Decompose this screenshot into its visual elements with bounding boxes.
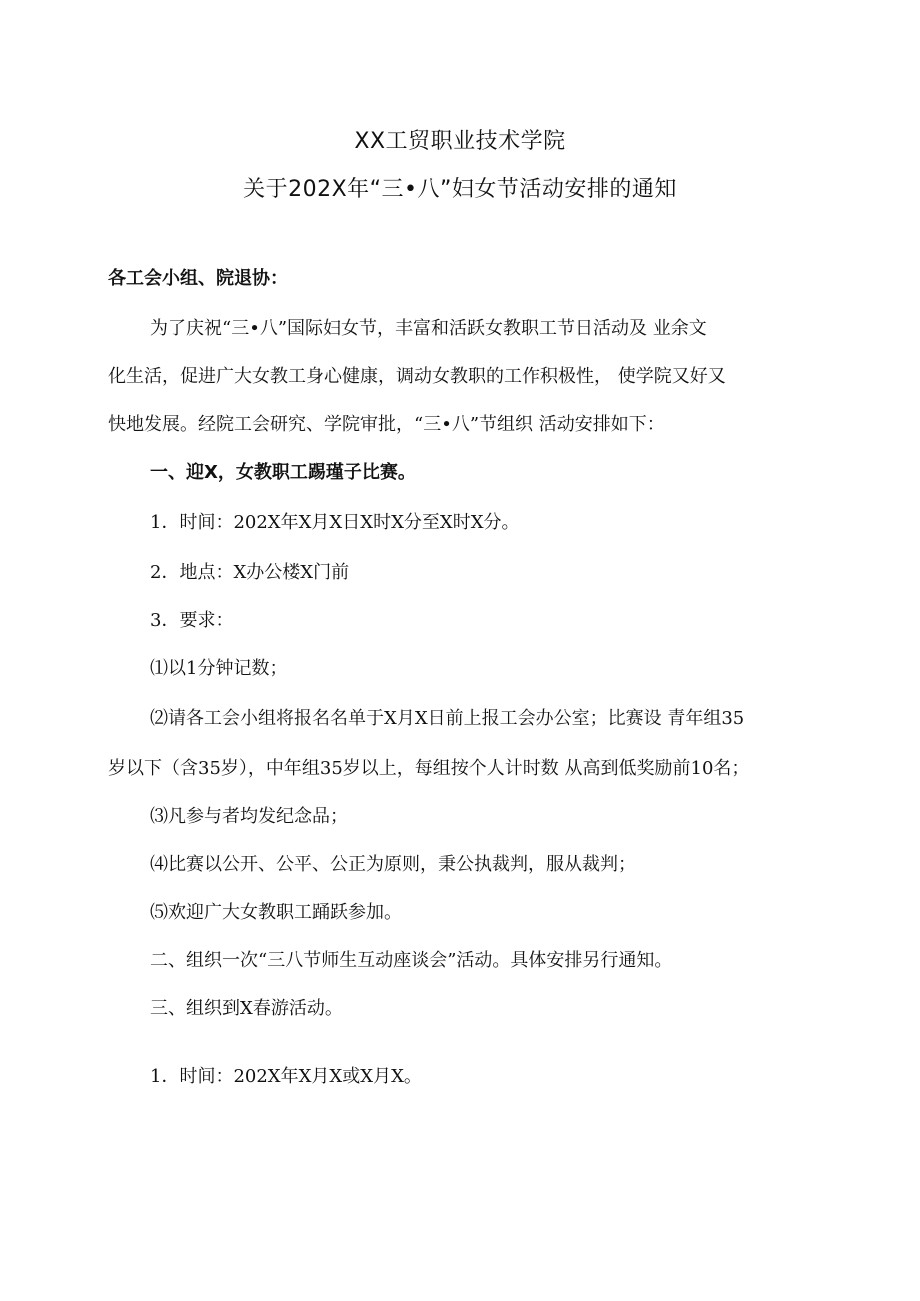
section-3: 三、组织到X春游活动。 <box>150 998 343 1019</box>
requirement-item: ⑵请各工会小组将报名名单于X月X日前上报工会办公室；比赛设 青年组35 <box>150 708 745 729</box>
section-2: 二、组织一次“三八节师生互动座谈会”活动。具体安排另行通知。 <box>150 950 673 971</box>
section-1-heading: 一、迎X，女教职工踢瑾子比赛。 <box>150 462 416 483</box>
requirement-item: ⑸欢迎广大女教职工踊跃参加。 <box>150 902 402 923</box>
list-item: 1．时间：202X年X月X日X时X分至X时X分。 <box>150 512 520 533</box>
requirement-item: ⑷比赛以公开、公平、公正为原则，秉公执裁判，服从裁判； <box>150 854 636 875</box>
requirement-item-continued: 岁以下（含35岁），中年组35岁以上，每组按个人计时数 从高到低奖励前10名； <box>108 758 750 779</box>
paragraph-line: 快地发展。经院工会研究、学院审批，“三•八”节组织 活动安排如下： <box>108 414 665 435</box>
document-title-line-2: 关于202X年“三•八”妇女节活动安排的通知 <box>243 177 677 202</box>
paragraph-line: 为了庆祝“三•八”国际妇女节，丰富和活跃女教职工节日活动及 业余文 <box>150 318 707 339</box>
requirement-item: ⑴以1分钟记数； <box>150 658 288 679</box>
paragraph-line: 化生活，促进广大女教工身心健康，调动女教职的工作积极性， 使学院又好又 <box>108 366 726 387</box>
document-title-line-1: XX工贸职业技术学院 <box>354 129 566 154</box>
list-item: 1．时间：202X年X月X或X月X。 <box>150 1066 422 1087</box>
requirement-item: ⑶凡参与者均发纪念品； <box>150 806 348 827</box>
salutation: 各工会小组、院退协： <box>108 268 288 289</box>
list-item: 2．地点：X办公楼X门前 <box>150 562 350 583</box>
list-item: 3．要求： <box>150 610 234 631</box>
